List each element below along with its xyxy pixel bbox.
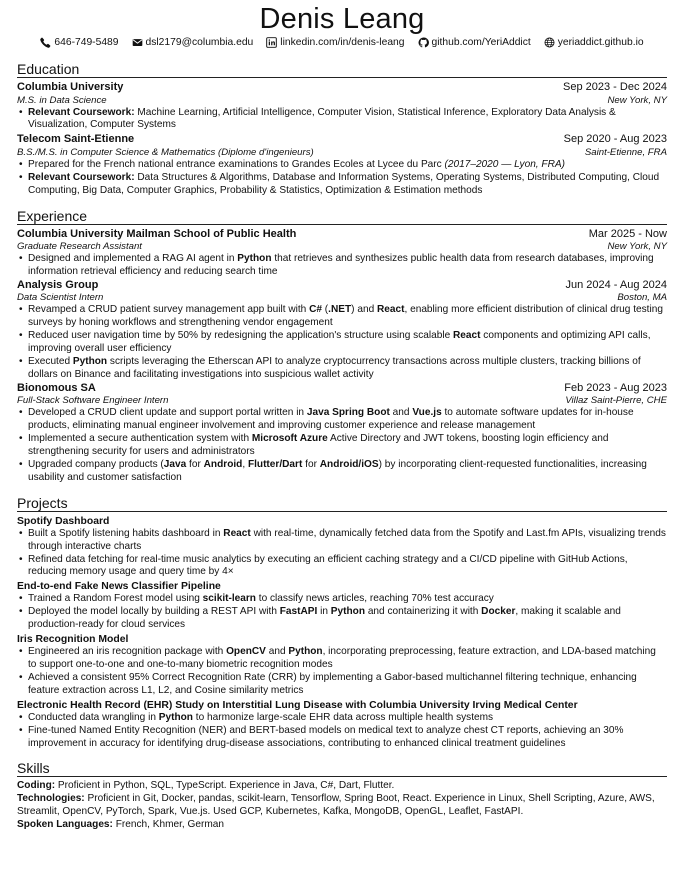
org-name: Bionomous SA <box>17 381 96 394</box>
list-item: • Achieved a consistent 95% Correct Recognition Rate (CRR) by implementing a Gabor-based multichannel filtering technique, enhancing feature extraction across L1, L2, and Cosine similarity metrics <box>17 672 667 698</box>
entry-location: Boston, MA <box>617 292 667 304</box>
entry-dates: Sep 2020 - Aug 2023 <box>563 133 667 146</box>
school-name: Columbia University <box>17 81 124 93</box>
list-item: • Conducted data wrangling in Python to harmonize large-scale EHR data across multiple health systems <box>17 712 667 725</box>
contact-phone[interactable] <box>40 36 118 49</box>
project-title: End-to-end Fake News Classifier Pipeline <box>17 581 221 593</box>
degree: B.S./M.S. in Computer Science & Mathematics (Diplome d'ingenieurs) <box>17 146 314 158</box>
entry-dates: Sep 2023 - Dec 2024 <box>563 81 667 93</box>
entry-location: Villaz Saint-Pierre, CHE <box>565 395 667 407</box>
candidate-name: Denis Leang <box>259 3 425 35</box>
github-text: github.com/YeriAddict <box>431 37 531 48</box>
list-item: • Reduced user navigation time by 50% by redesigning the application's structure using scalable React components and optimizing API calls, improving overall user efficiency <box>17 330 667 356</box>
list-item: • Engineered an iris recognition package with OpenCV and Python, incorporating preprocessing, feature extraction, and LDA-based matching to support one-to-one and one-to-many biometric recognition modes <box>17 646 667 672</box>
entry-location: New York, NY <box>607 241 667 253</box>
contact-linkedin[interactable] <box>266 36 404 49</box>
experience-entry <box>17 279 667 382</box>
projects-section <box>17 495 667 751</box>
org-name: Columbia University Mailman School of Public Health <box>17 227 297 240</box>
phone-icon <box>40 37 51 48</box>
role: Data Scientist Intern <box>17 292 104 304</box>
list-item: • Fine-tuned Named Entity Recognition (NER) and BERT-based models on medical text to analyze chest CT reports, achieving an 30% improvement in accuracy for identifying drug-disease associations, contributing to enhanced clinical treatment guidelines <box>17 725 667 751</box>
skills-coding: Coding: Proficient in Python, SQL, TypeScript. Experience in Java, C#, Dart, Flutter. <box>17 780 395 792</box>
role: Graduate Research Assistant <box>17 241 142 253</box>
project-title: Iris Recognition Model <box>17 634 129 646</box>
education-section <box>17 61 667 198</box>
github-icon <box>418 37 429 48</box>
list-item: • Implemented a secure authentication system with Microsoft Azure Active Directory and JWT tokens, boosting login efficiency and strengthening security for users and administrators <box>17 433 667 459</box>
project-title: Spotify Dashboard <box>17 515 110 527</box>
skills-languages: Spoken Languages: French, Khmer, German <box>17 819 224 831</box>
section-title: Skills <box>17 760 667 777</box>
project-entry <box>17 580 667 632</box>
experience-entry <box>17 228 667 279</box>
website-text: yeriaddict.github.io <box>557 37 644 48</box>
education-entry <box>17 81 667 132</box>
entry-dates: Feb 2023 - Aug 2023 <box>564 381 667 394</box>
phone-text: 646-749-5489 <box>54 37 119 48</box>
envelope-icon <box>132 37 143 48</box>
skills-technologies: Technologies: Proficient in Git, Docker, pandas, scikit-learn, Tensorflow, Spring Boot, React. Experience in Linux, Shell Scripting, Azure, AWS, Streamlit, OpenCV, PyTorch, Spark, Vue.js. Used GCP, Kubernetes, Kafka, MongoDB, OpenGL, Leaflet, FastAPI. <box>17 793 655 818</box>
skills-section <box>17 760 667 832</box>
section-title: Projects <box>17 495 667 512</box>
list-item: • Refined data fetching for real-time music analytics by executing an efficient caching strategy and a CI/CD pipeline with GitHub Actions, reducing memory usage and query time by 4× <box>17 554 667 580</box>
globe-icon <box>544 37 555 48</box>
project-entry <box>17 633 667 698</box>
contact-website[interactable] <box>544 36 644 49</box>
list-item: • Revamped a CRUD patient survey management app built with C# (.NET) and React, enabling more efficient distribution of clinical drug testing surveys by honing workflows and strengthening vendor engagement <box>17 304 667 330</box>
experience-section <box>17 208 667 485</box>
linkedin-text: linkedin.com/in/denis-leang <box>280 37 405 48</box>
project-entry <box>17 515 667 580</box>
role: Full-Stack Software Engineer Intern <box>17 395 169 407</box>
entry-dates: Jun 2024 - Aug 2024 <box>565 278 667 291</box>
org-name: Analysis Group <box>17 278 99 291</box>
list-item: • Trained a Random Forest model using scikit-learn to classify news articles, reaching 70% test accuracy <box>17 593 667 606</box>
project-entry <box>17 699 667 751</box>
list-item: • Relevant Coursework: Data Structures & Algorithms, Database and Information Systems, Operating Systems, Distributed Computing, Cloud Computing, Big Data, Computer Graphics, Probability & Statistics, Optimization & Estimation methods <box>17 172 667 198</box>
list-item: • Prepared for the French national entrance examinations to Grandes Ecoles at Lycee du Parc (2017–2020 — Lyon, FRA) <box>17 159 667 172</box>
contact-email[interactable] <box>132 36 254 49</box>
entry-dates: Mar 2025 - Now <box>588 227 667 240</box>
contact-github[interactable] <box>418 36 531 49</box>
list-item: • Developed a CRUD client update and support portal written in Java Spring Boot and Vue.js to automate software updates for in-house products, eliminating manual engineer involvement and improving customer experience and release management <box>17 407 667 433</box>
education-entry <box>17 133 667 197</box>
section-title: Education <box>17 61 667 78</box>
contact-bar <box>17 36 667 49</box>
entry-location: New York, NY <box>607 94 667 106</box>
degree: M.S. in Data Science <box>17 94 107 106</box>
entry-location: Saint-Etienne, FRA <box>584 146 667 158</box>
list-item: • Built a Spotify listening habits dashboard in React with real-time, dynamically fetched data from the Spotify and Last.fm APIs, visualizing trends through interactive charts <box>17 528 667 554</box>
list-item: • Executed Python scripts leveraging the Etherscan API to analyze cryptocurrency transactions across multiple clusters, tracking billions of dollars on Binance and facilitating investigations into suspicious wallet activity <box>17 356 667 382</box>
school-name: Telecom Saint-Etienne <box>17 133 135 146</box>
email-text: dsl2179@columbia.edu <box>145 37 254 48</box>
project-title: Electronic Health Record (EHR) Study on Interstitial Lung Disease with Columbia University Irving Medical Center <box>17 699 578 711</box>
list-item: • Upgraded company products (Java for Android, Flutter/Dart for Android/iOS) by incorporating client-requested functionalities, increasing usability and customer satisfaction <box>17 459 667 485</box>
list-item: • Designed and implemented a RAG AI agent in Python that retrieves and synthesizes public health data from research databases, improving information retrieval efficiency and reducing search time <box>17 253 667 279</box>
linkedin-icon <box>266 37 277 48</box>
section-title: Experience <box>17 208 667 225</box>
list-item: • Deployed the model locally by building a REST API with FastAPI in Python and containerizing it with Docker, making it scalable and production-ready for cloud services <box>17 606 667 632</box>
list-item: • Relevant Coursework: Machine Learning, Artificial Intelligence, Computer Vision, Statistical Inference, Exploratory Data Analysis & Visualization, Computer Systems <box>17 107 667 133</box>
experience-entry <box>17 382 667 485</box>
